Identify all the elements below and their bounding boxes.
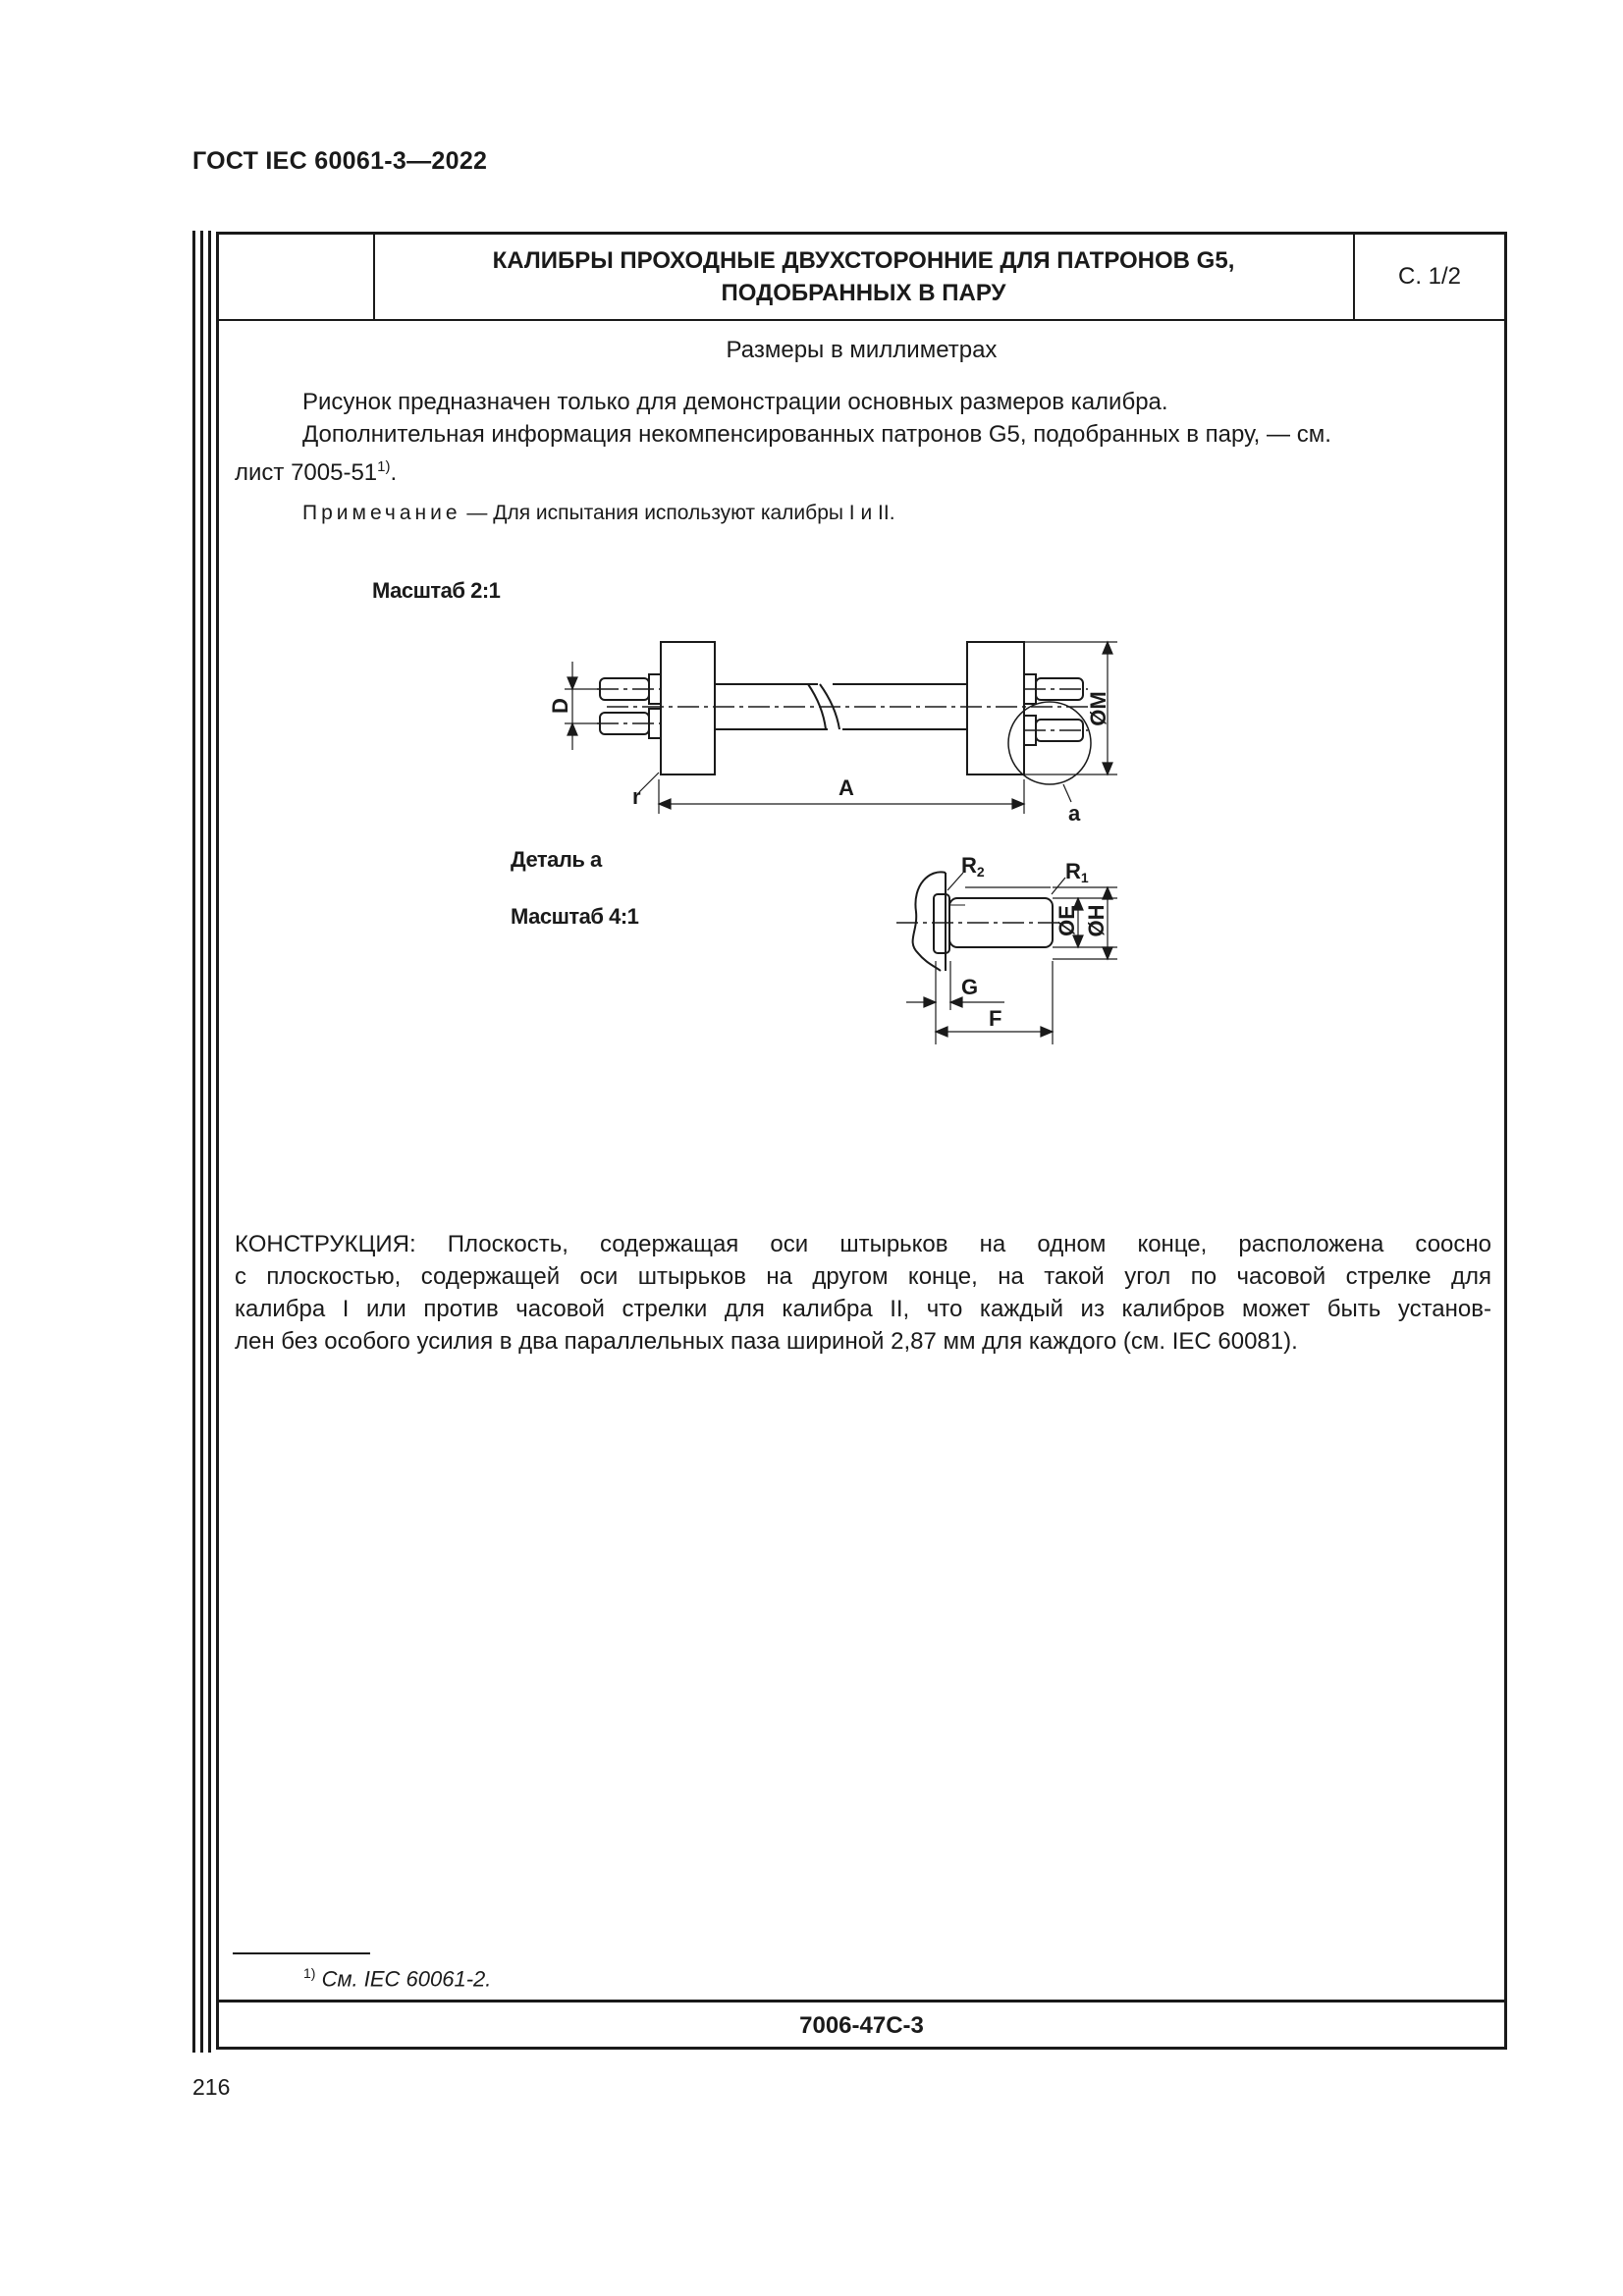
construction-text [235,1228,1491,1358]
dim-label-h: ØH [1084,904,1109,937]
footnote-ref: 1) [377,458,391,475]
dim-label-d: D [548,698,572,714]
dim-label-e: ØE [1055,905,1079,936]
units-note: Размеры в миллиметрах [726,337,998,363]
dim-label-f: F [989,1006,1002,1031]
document-title: ГОСТ IEC 60061-3—2022 [192,147,488,175]
sheet-page-ref: С. 1/2 [1397,263,1462,290]
right-head [967,642,1024,774]
gauge-drawing [219,235,1504,1216]
dim-label-r: r [632,784,641,809]
dim-label-g: G [961,975,979,999]
figure2-caption: Деталь a [511,847,602,872]
detail-label-a: a [1068,801,1081,826]
construction-line: лен без особого усилия в два параллельных паза шириной 2,87 мм для каждого (см. IEC 60081). [235,1328,1298,1355]
detail-circle [1008,702,1091,784]
paragraph-additional-line1: Дополнительная информация некомпенсированных патронов G5, подобранных в пару, — см. [302,421,1331,448]
construction-line: КОНСТРУКЦИЯ: Плоскость, содержащая оси штырьков на одном конце, расположена соосно [235,1231,1491,1257]
sheet-title-line2: ПОДОБРАННЫХ В ПАРУ [721,280,1006,306]
sheet-title-line1: КАЛИБРЫ ПРОХОДНЫЕ ДВУХСТОРОННИЕ ДЛЯ ПАТРОНОВ G5, [492,247,1235,274]
sheet-code: 7006-47C-3 [219,2000,1504,2050]
construction-line: с плоскостью, содержащей оси штырьков на другом конце, на такой угол по часовой стрелке для [235,1263,1491,1290]
dim-label-r2: R2 [961,853,985,880]
sheet-reference: лист 7005-51 [235,459,378,486]
period: . [390,459,398,486]
margin-bar [200,231,203,2053]
footnote-rule [233,1952,370,1954]
sheet-frame [216,232,1507,2050]
detail-break-outline [913,872,946,971]
figure1-scale: Масштаб 2:1 [372,578,501,603]
footnote [303,1965,491,1992]
page-number: 216 [192,2074,231,2100]
construction-line: калибра I или против часовой стрелки для калибра II, что каждый из калибров может быть установ- [235,1296,1491,1322]
dim-label-r1: R1 [1065,859,1089,885]
footnote-text: См. IEC 60061-2. [321,1966,492,1992]
margin-bar [208,231,211,2053]
figure2-scale: Масштаб 4:1 [511,904,639,929]
left-head [661,642,715,774]
note-label: Примечание [302,502,461,524]
footnote-marker: 1) [303,1965,316,1981]
paragraph-purpose: Рисунок предназначен только для демонстрации основных размеров калибра. [302,389,1168,415]
margin-bar [192,231,195,2053]
note-text: — Для испытания используют калибры I и II. [460,502,895,524]
dim-label-m: ØM [1086,691,1110,726]
dim-label-a: A [839,775,854,800]
